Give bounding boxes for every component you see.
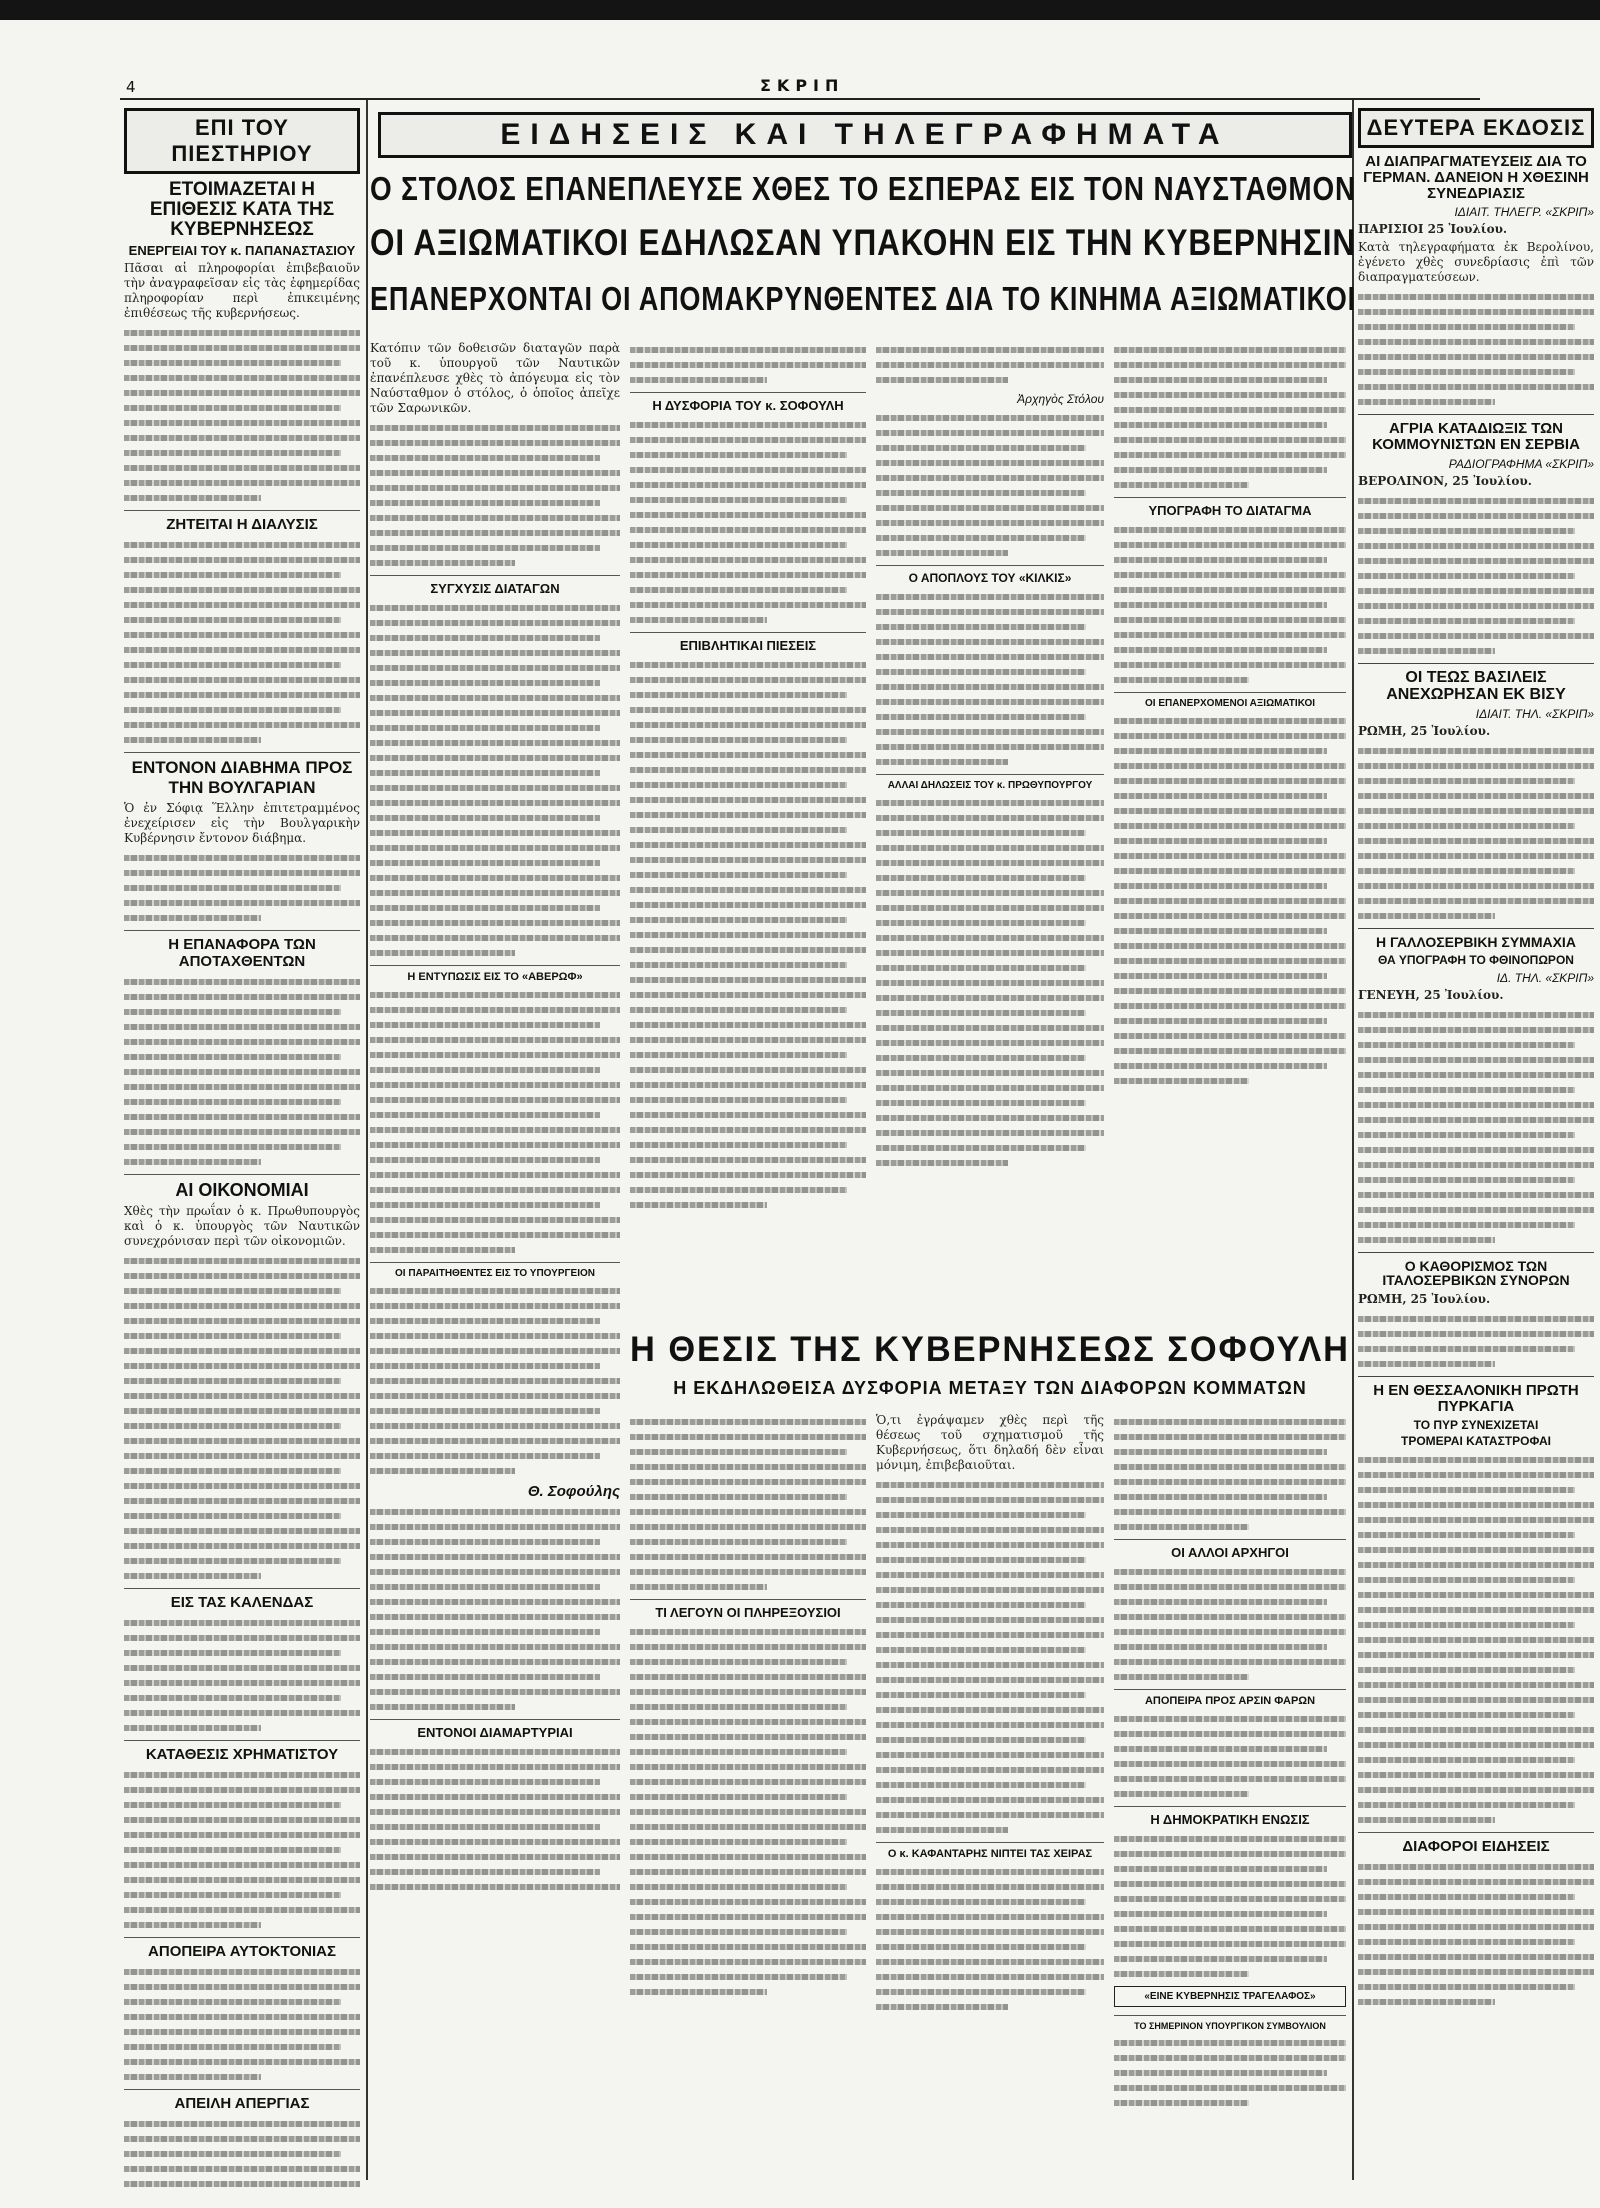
second-subhead: ΤΟ ΣΗΜΕΡΙΝΟΝ ΥΠΟΥΡΓΙΚΟΝ ΣΥΜΒΟΥΛΙΟΝ [1114,2015,1346,2031]
right-item7-headline: ΔΙΑΦΟΡΟΙ ΕΙΔΗΣΕΙΣ [1358,1832,1594,1855]
article-text-block [1358,498,1594,654]
main-subhead: Η ΕΝΤΥΠΩΣΙΣ ΕΙΣ ΤΟ «ΑΒΕΡΩΦ» [370,965,620,983]
second-column-3 [1114,1410,1346,2180]
article-text-block [1114,1419,1346,1530]
right-lead-byline: ΙΔΙΑΙΤ. ΤΗΛΕΓΡ. «ΣΚΡΙΠ» [1454,205,1594,220]
right-item3-dateline: ΡΩΜΗ, 25 Ἰουλίου. [1358,724,1491,739]
article-text-block [124,330,360,501]
article-text-block [124,1969,360,2080]
second-column-1 [630,1410,866,2180]
article-text-block [1114,347,1346,488]
left-dispatch-text: Ὁ ἐν Σόφιᾳ Ἕλλην ἐπιτετραμμένος ἐνεχείρισεν εἰς τὴν Βουλγαρικὴν Κυβέρνησιν ἔντονον διάβημα. [124,801,360,846]
divider [1358,663,1594,664]
article-text-block [1114,1569,1346,1680]
main-lead-text: Κατόπιν τῶν δοθεισῶν διαταγῶν παρὰ τοῦ κ. ὑπουργοῦ τῶν Ναυτικῶν ἐπανέπλευσε χθὲς τὸ ἀπόγευμα εἰς τὸν Ναύσταθμον ὁ στόλος, ὁ ὁποῖος ἀπεῖχε τῶν Σαρωνικῶν. [370,341,620,415]
right-item3-headline: ΟΙ ΤΕΩΣ ΒΑΣΙΛΕΙΣ ΑΝΕΧΩΡΗΣΑΝ ΕΚ ΒΙΣΥ [1386,668,1566,703]
article-text-block [124,542,360,743]
right-item6-headline: Η ΕΝ ΘΕΣΣΑΛΟΝΙΚΗ ΠΡΩΤΗ ΠΥΡΚΑΓΙΑ [1373,1382,1579,1415]
right-item4-subheadline: ΘΑ ΥΠΟΓΡΑΦΗ ΤΟ ΦΘΙΝΟΠΩΡΟΝ [1378,953,1574,968]
main-signature: Θ. Σοφούλης [527,1483,620,1500]
article-text-block [124,855,360,921]
divider [1358,1252,1594,1253]
second-subhead: Η ΔΗΜΟΚΡΑΤΙΚΗ ΕΝΩΣΙΣ [1114,1806,1346,1827]
article-text-block [370,1749,620,1898]
left-heading-8: ΑΠΕΙΛΗ ΑΠΕΡΓΙΑΣ [124,2089,360,2112]
top-black-bar [0,0,1600,20]
article-text-block [370,1288,620,1474]
right-column [1358,100,1594,2190]
right-item2-headline: ΑΓΡΙΑ ΚΑΤΑΔΙΩΞΙΣ ΤΩΝ ΚΟΜΜΟΥΝΙΣΤΩΝ ΕΝ ΣΕΡΒΙΑ [1372,420,1580,453]
left-heading-6: ΚΑΤΑΘΕΣΙΣ ΧΡΗΜΑΤΙΣΤΟΥ [124,1740,360,1763]
article-text-block [124,979,360,1165]
main-headline-1: Ο ΣΤΟΛΟΣ ΕΠΑΝΕΠΛΕΥΣΕ ΧΘΕΣ ΤΟ ΕΣΠΕΡΑΣ ΕΙΣ ΤΟΝ ΝΑΥΣΤΑΘΜΟΝ [370,170,1356,207]
second-subhead: ΤΙ ΛΕΓΟΥΝ ΟΙ ΠΛΗΡΕΞΟΥΣΙΟΙ [630,1599,866,1620]
right-item5-dateline: ΡΩΜΗ, 25 Ἰουλίου. [1358,1292,1491,1306]
right-item5-headline: Ο ΚΑΘΟΡΙΣΜΟΣ ΤΩΝ ΙΤΑΛΟΣΕΡΒΙΚΩΝ ΣΥΝΟΡΩΝ [1382,1257,1570,1289]
page-number: 4 [126,78,136,96]
article-text-block [630,1629,866,1995]
section-banner: ΕΙΔΗΣΕΙΣ ΚΑΙ ΤΗΛΕΓΡΑΦΗΜΑΤΑ [378,112,1352,158]
left-heading-4: ΑΙ ΟΙΚΟΝΟΜΙΑΙ [124,1174,360,1201]
right-item2-dateline: ΒΕΡΟΛΙΝΟΝ, 25 Ἰουλίου. [1358,473,1532,488]
admiral-signature: Ἀρχηγὸς Στόλου [1017,392,1104,406]
main-subhead: ΥΠΟΓΡΑΦΗ ΤΟ ΔΙΑΤΑΓΜΑ [1114,497,1346,518]
main-article-column-4 [1114,338,1346,1318]
main-subhead: Ο ΑΠΟΠΛΟΥΣ ΤΟΥ «ΚΙΛΚΙΣ» [876,565,1104,585]
left-column-title: ΕΠΙ ΤΟΥ ΠΙΕΣΤΗΡΙΟΥ [124,108,360,174]
main-subhead: ΣΥΓΧΥΣΙΣ ΔΙΑΤΑΓΩΝ [370,575,620,596]
article-text-block [1358,748,1594,919]
right-lead-dateline: ΠΑΡΙΣΙΟΙ 25 Ἰουλίου. [1358,222,1508,237]
right-item2-byline: ΡΑΔΙΟΓΡΑΦΗΜΑ «ΣΚΡΙΠ» [1448,456,1594,471]
right-item4-headline: Η ΓΑΛΛΟΣΕΡΒΙΚΗ ΣΥΜΜΑΧΙΑ [1376,934,1576,951]
article-text-block [1358,1316,1594,1367]
article-text-block [876,594,1104,765]
article-text-block [370,992,620,1253]
article-text-block [124,2121,360,2190]
right-item6-subheadline-2: ΤΡΟΜΕΡΑΙ ΚΑΤΑΣΤΡΟΦΑΙ [1401,1434,1551,1449]
right-lead-headline: ΑΙ ΔΙΑΠΡΑΓΜΑΤΕΥΣΕΙΣ ΔΙΑ ΤΟ ΓΕΡΜΑΝ. ΔΑΝΕΙΟΝ Η ΧΘΕΣΙΝΗ ΣΥΝΕΔΡΙΑΣΙΣ [1363,153,1589,202]
main-subhead: ΟΙ ΠΑΡΑΙΤΗΘΕΝΤΕΣ ΕΙΣ ΤΟ ΥΠΟΥΡΓΕΙΟΝ [370,1262,620,1279]
article-text-block [876,415,1104,556]
right-item6-subheadline: ΤΟ ΠΥΡ ΣΥΝΕΧΙΖΕΤΑΙ [1413,1417,1539,1432]
main-subhead: ΑΛΛΑΙ ΔΗΛΩΣΕΙΣ ΤΟΥ κ. ΠΡΩΘΥΠΟΥΡΓΟΥ [876,774,1104,791]
article-text-block [1114,2040,1346,2106]
second-headline: Η ΘΕΣΙΣ ΤΗΣ ΚΥΒΕΡΝΗΣΕΩΣ ΣΟΦΟΥΛΗ [630,1330,1350,1369]
masthead [120,78,1480,100]
right-item3-byline: ΙΔΙΑΙΤ. ΤΗΛ. «ΣΚΡΙΠ» [1475,707,1594,722]
paper-name: ΣΚΡΙΠ [760,76,845,95]
left-heading-5: ΕΙΣ ΤΑΣ ΚΑΛΕΝΔΑΣ [124,1588,360,1611]
article-text-block [1114,1836,1346,1977]
article-text-block [876,347,1104,383]
main-article-column-3 [876,338,1104,1318]
article-text-block [876,800,1104,1166]
main-subhead: ΟΙ ΕΠΑΝΕΡΧΟΜΕΝΟΙ ΑΞΙΩΜΑΤΙΚΟΙ [1114,692,1346,709]
right-item4-dateline: ΓΕΝΕΥΗ, 25 Ἰουλίου. [1358,987,1504,1002]
left-heading-3: Η ΕΠΑΝΑΦΟΡΑ ΤΩΝ ΑΠΟΤΑΧΘΕΝΤΩΝ [124,930,360,970]
right-lead-text: Κατὰ τηλεγραφήματα ἐκ Βερολίνου, ἐγένετο χθὲς συνεδρίασις ἐπὶ τῶν διαπραγματεύσεων. [1358,240,1594,285]
article-text-block [1358,1457,1594,1823]
article-text-block [370,1509,620,1710]
left-economy-text: Χθὲς τὴν πρωΐαν ὁ κ. Πρωθυπουργὸς καὶ ὁ κ. ὑπουργὸς τῶν Ναυτικῶν συνεχρόνισαν περὶ τῶν οἰκονομιῶν. [124,1204,360,1249]
left-heading-7: ΑΠΟΠΕΙΡΑ ΑΥΤΟΚΤΟΝΙΑΣ [124,1937,360,1960]
left-heading-1: ΖΗΤΕΙΤΑΙ Η ΔΙΑΛΥΣΙΣ [124,510,360,533]
main-subhead: Η ΔΥΣΦΟΡΙΑ ΤΟΥ κ. ΣΟΦΟΥΛΗ [630,392,866,413]
article-text-block [370,425,620,566]
left-lead-text: Πᾶσαι αἱ πληροφορίαι ἐπιβεβαιοῦν τὴν ἀναγραφεῖσαν εἰς τὰς ἐφημερίδας πληροφορίαν περὶ ἐπικειμένης ἐπιθέσεως τῆς κυβερνήσεως. [124,261,360,321]
article-text-block [1358,1864,1594,2005]
second-subhead: ΑΠΟΠΕΙΡΑ ΠΡΟΣ ΑΡΣΙΝ ΦΑΡΩΝ [1114,1689,1346,1707]
column-rule [366,100,368,2180]
article-text-block [630,662,866,1208]
article-text-block [876,1482,1104,1833]
left-lead-subheadline: ΕΝΕΡΓΕΙΑΙ ΤΟΥ κ. ΠΑΠΑΝΑΣΤΑΣΙΟΥ [128,242,356,258]
column-rule [1352,100,1354,2180]
second-lead-text: Ὁ,τι ἐγράψαμεν χθὲς περὶ τῆς θέσεως τοῦ σχηματισμοῦ τῆς Κυβερνήσεως, ὅτι δηλαδή δὲν εἶναι μόνιμη, ἐπιβεβαιοῦται. [876,1413,1104,1472]
second-subheadline: Η ΕΚΔΗΛΩΘΕΙΣΑ ΔΥΣΦΟΡΙΑ ΜΕΤΑΞΥ ΤΩΝ ΔΙΑΦΟΡΩΝ ΚΟΜΜΑΤΩΝ [673,1378,1307,1398]
main-article-column-2 [630,338,866,1318]
left-column [124,100,360,2190]
divider [1358,1376,1594,1377]
article-text-block [124,1772,360,1928]
divider [1358,928,1594,929]
second-column-2 [876,1410,1104,2180]
second-subhead: «ΕΙΝΕ ΚΥΒΕΡΝΗΣΙΣ ΤΡΑΓΕΛΑΦΟΣ» [1114,1986,1346,2007]
article-text-block [1114,718,1346,1084]
article-text-block [124,1258,360,1579]
article-text-block [124,1620,360,1731]
article-text-block [1358,294,1594,405]
main-headline-2: ΟΙ ΑΞΙΩΜΑΤΙΚΟΙ ΕΔΗΛΩΣΑΝ ΥΠΑΚΟΗΝ ΕΙΣ ΤΗΝ ΚΥΒΕΡΝΗΣΙΝ [370,222,1356,263]
article-text-block [630,422,866,623]
article-text-block [370,605,620,956]
second-subhead: Ο κ. ΚΑΦΑΝΤΑΡΗΣ ΝΙΠΤΕΙ ΤΑΣ ΧΕΙΡΑΣ [876,1842,1104,1860]
divider [1358,414,1594,415]
article-text-block [876,1869,1104,2010]
main-subhead: ΕΠΙΒΛΗΤΙΚΑΙ ΠΙΕΣΕΙΣ [630,632,866,653]
left-heading-2: ΕΝΤΟΝΟΝ ΔΙΑΒΗΜΑ ΠΡΟΣ ΤΗΝ ΒΟΥΛΓΑΡΙΑΝ [124,752,360,798]
left-lead-headline: ΕΤΟΙΜΑΖΕΤΑΙ Η ΕΠΙΘΕΣΙΣ ΚΑΤΑ ΤΗΣ ΚΥΒΕΡΝΗΣΕΩΣ [149,179,335,240]
article-text-block [630,347,866,383]
article-text-block [1114,1716,1346,1797]
right-column-title: ΔΕΥΤΕΡΑ ΕΚΔΟΣΙΣ [1358,108,1594,148]
article-text-block [1358,1012,1594,1243]
second-subhead: ΟΙ ΑΛΛΟΙ ΑΡΧΗΓΟΙ [1114,1539,1346,1560]
main-subhead: ΕΝΤΟΝΟΙ ΔΙΑΜΑΡΤΥΡΙΑΙ [370,1719,620,1740]
article-text-block [630,1419,866,1590]
article-text-block [1114,527,1346,683]
main-article-column-1 [370,338,620,1898]
main-headline-3: ΕΠΑΝΕΡΧΟΝΤΑΙ ΟΙ ΑΠΟΜΑΚΡΥΝΘΕΝΤΕΣ ΔΙΑ ΤΟ ΚΙΝΗΜΑ ΑΞΙΩΜΑΤΙΚΟΙ [370,280,1356,317]
right-item4-byline: ΙΔ. ΤΗΛ. «ΣΚΡΙΠ» [1496,970,1594,985]
